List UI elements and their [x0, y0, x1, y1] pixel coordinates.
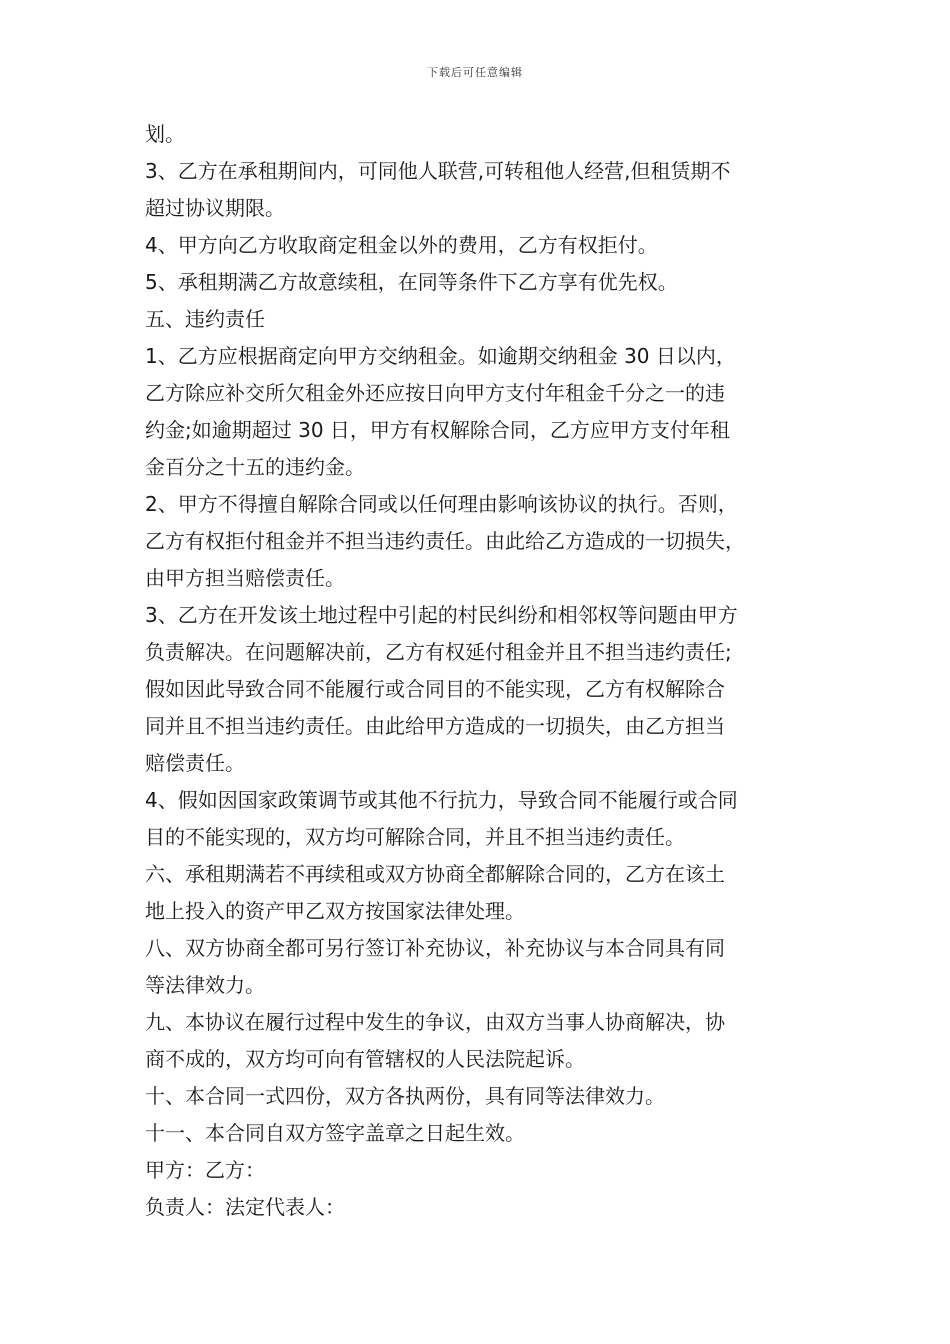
body-line: 假如因此导致合同不能履行或合同目的不能实现，乙方有权解除合: [145, 677, 725, 701]
section-heading: 五、违约责任: [145, 307, 265, 331]
section-heading: 十、本合同一式四份，双方各执两份，具有同等法律效力。: [145, 1084, 665, 1108]
body-line: 同并且不担当违约责任。由此给甲方造成的一切损失，由乙方担当: [145, 714, 725, 738]
body-line: 地上投入的资产甲乙双方按国家法律处理。: [145, 899, 525, 923]
body-line: 赔偿责任。: [145, 751, 245, 775]
body-line: 由甲方担当赔偿责任。: [145, 566, 345, 590]
body-line: 4、甲方向乙方收取商定租金以外的费用，乙方有权拒付。: [145, 233, 658, 257]
body-line: 超过协议期限。: [145, 196, 285, 220]
section-heading: 九、本协议在履行过程中发生的争议，由双方当事人协商解决，协: [145, 1010, 725, 1034]
body-line: 乙方除应补交所欠租金外还应按日向甲方支付年租金千分之一的违: [145, 381, 725, 405]
body-line: 3、乙方在开发该土地过程中引起的村民纠纷和相邻权等问题由甲方: [145, 603, 738, 627]
body-line: 2、甲方不得擅自解除合同或以任何理由影响该协议的执行。否则，: [145, 492, 738, 516]
body-line: 乙方有权拒付租金并不担当违约责任。由此给乙方造成的一切损失，: [145, 529, 745, 553]
header-note: 下载后可任意编辑: [427, 66, 523, 79]
section-heading: 八、双方协商全都可另行签订补充协议，补充协议与本合同具有同: [145, 936, 725, 960]
section-heading: 十一、本合同自双方签字盖章之日起生效。: [145, 1121, 525, 1145]
document-body: [145, 116, 813, 1226]
body-line: 等法律效力。: [145, 973, 265, 997]
body-line: 3、乙方在承租期间内，可同他人联营,可转租他人经营,但租赁期不: [145, 159, 731, 183]
body-line: 划。: [145, 122, 185, 146]
body-line: 约金;如逾期超过 30 日，甲方有权解除合同，乙方应甲方支付年租: [145, 418, 730, 442]
body-line: 商不成的，双方均可向有管辖权的人民法院起诉。: [145, 1047, 585, 1071]
signature-party-line: 甲方：乙方：: [145, 1158, 265, 1182]
body-line: 目的不能实现的，双方均可解除合同，并且不担当违约责任。: [145, 825, 685, 849]
body-line: 1、乙方应根据商定向甲方交纳租金。如逾期交纳租金 30 日以内，: [145, 344, 736, 368]
body-line: 负责解决。在问题解决前，乙方有权延付租金并且不担当违约责任;: [145, 640, 732, 664]
signature-representative-line: 负责人：法定代表人：: [145, 1195, 345, 1219]
body-line: 5、承租期满乙方故意续租，在同等条件下乙方享有优先权。: [145, 270, 678, 294]
body-line: 4、假如因国家政策调节或其他不行抗力，导致合同不能履行或合同: [145, 788, 738, 812]
body-line: 金百分之十五的违约金。: [145, 455, 365, 479]
section-heading: 六、承租期满若不再续租或双方协商全都解除合同的，乙方在该土: [145, 862, 725, 886]
